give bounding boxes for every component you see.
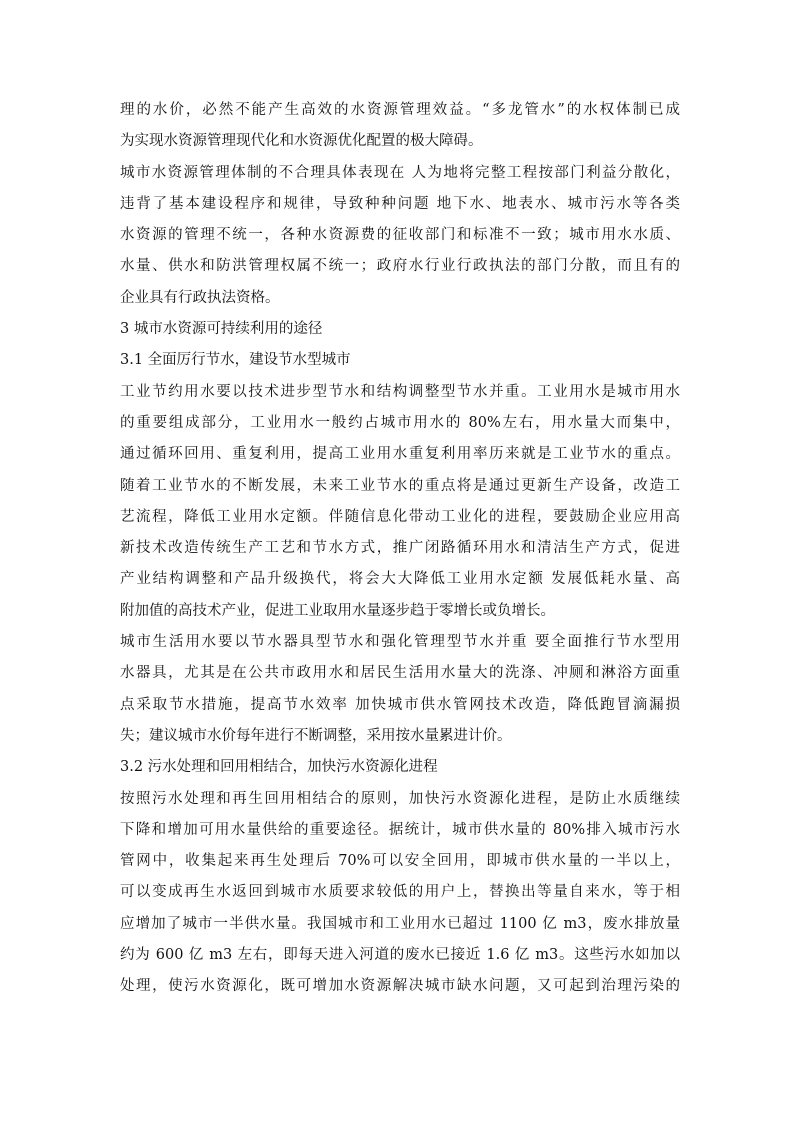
- text-line: 3.2 污水处理和回用相结合，加快污水资源化进程: [120, 759, 438, 776]
- text-line: 理的水价，必然不能产生高效的水资源管理效益。“多龙管水”的水权体制已成: [120, 102, 680, 118]
- text-line: 3.1 全面厉行节水，建设节水型城市: [120, 352, 351, 369]
- text-line: 新技术改造传统生产工艺和节水方式，推广闭路循环用水和清洁生产方式，促进: [120, 540, 680, 557]
- text-line: 为实现水资源管理现代化和水资源优化配置的极大障碍。: [120, 133, 483, 150]
- text-line: 按照污水处理和再生回用相结合的原则，加快污水资源化进程，是防止水质继续: [120, 790, 680, 807]
- text-line: 3 城市水资源可持续利用的途径: [120, 321, 323, 338]
- text-line: 下降和增加可用水量供给的重要途径。据统计，城市供水量的 80%排入城市污水: [120, 821, 680, 838]
- text-line: 管网中，收集起来再生处理后 70%可以安全回用，即城市供水量的一半以上，: [120, 853, 680, 870]
- text-line: 通过循环回用、重复利用，提高工业用水重复利用率历来就是工业节水的重点。: [120, 446, 680, 463]
- text-line: 违背了基本建设程序和规律，导致种种问题 地下水、地表水、城市污水等各类: [120, 195, 680, 212]
- text-line: 产业结构调整和产品升级换代，将会大大降低工业用水定额 发展低耗水量、高: [120, 571, 680, 588]
- text-line: 点采取节水措施，提高节水效率 加快城市供水管网技术改造，降低跑冒滴漏损: [120, 696, 680, 713]
- text-line: 水器具，尤其是在公共市政用水和居民生活用水量大的洗涤、冲厕和淋浴方面重: [120, 665, 680, 682]
- text-line: 失；建议城市水价每年进行不断调整，采用按水量累进计价。: [120, 727, 512, 744]
- text-line: 艺流程，降低工业用水定额。伴随信息化带动工业化的进程，要鼓励企业应用高: [120, 508, 680, 525]
- text-line: 企业具有行政执法资格。: [120, 289, 280, 306]
- text-line: 水资源的管理不统一，各种水资源费的征收部门和标准不一致；城市用水水质、: [120, 227, 680, 244]
- text-line: 的重要组成部分，工业用水一般约占城市用水的 80%左右，用水量大而集中，: [120, 414, 680, 431]
- text-line: 水量、供水和防洪管理权属不统一；政府水行业行政执法的部门分散，而且有的: [120, 258, 680, 275]
- text-line: 附加值的高技术产业，促进工业取用水量逐步趋于零增长或负增长。: [120, 602, 555, 619]
- text-line: 城市水资源管理体制的不合理具体表现在 人为地将完整工程按部门利益分散化，: [120, 164, 680, 181]
- text-line: 工业节约用水要以技术进步型节水和结构调整型节水并重。工业用水是城市用水: [120, 383, 680, 400]
- text-line: 城市生活用水要以节水器具型节水和强化管理型节水并重 要全面推行节水型用: [120, 634, 680, 651]
- body-text: [120, 95, 680, 1003]
- text-line: 可以变成再生水返回到城市水质要求较低的用户上，替换出等量自来水，等于相: [120, 884, 680, 901]
- text-line: 约为 600 亿 m3 左右，即每天进入河道的废水已接近 1.6 亿 m3。这些污水如加以: [120, 947, 680, 964]
- text-line: 随着工业节水的不断发展，未来工业节水的重点将是通过更新生产设备，改造工: [120, 477, 680, 494]
- text-line: 应增加了城市一半供水量。我国城市和工业用水已超过 1100 亿 m3，废水排放量: [120, 915, 680, 932]
- text-line: 处理，使污水资源化，既可增加水资源解决城市缺水问题，又可起到治理污染的: [120, 978, 680, 995]
